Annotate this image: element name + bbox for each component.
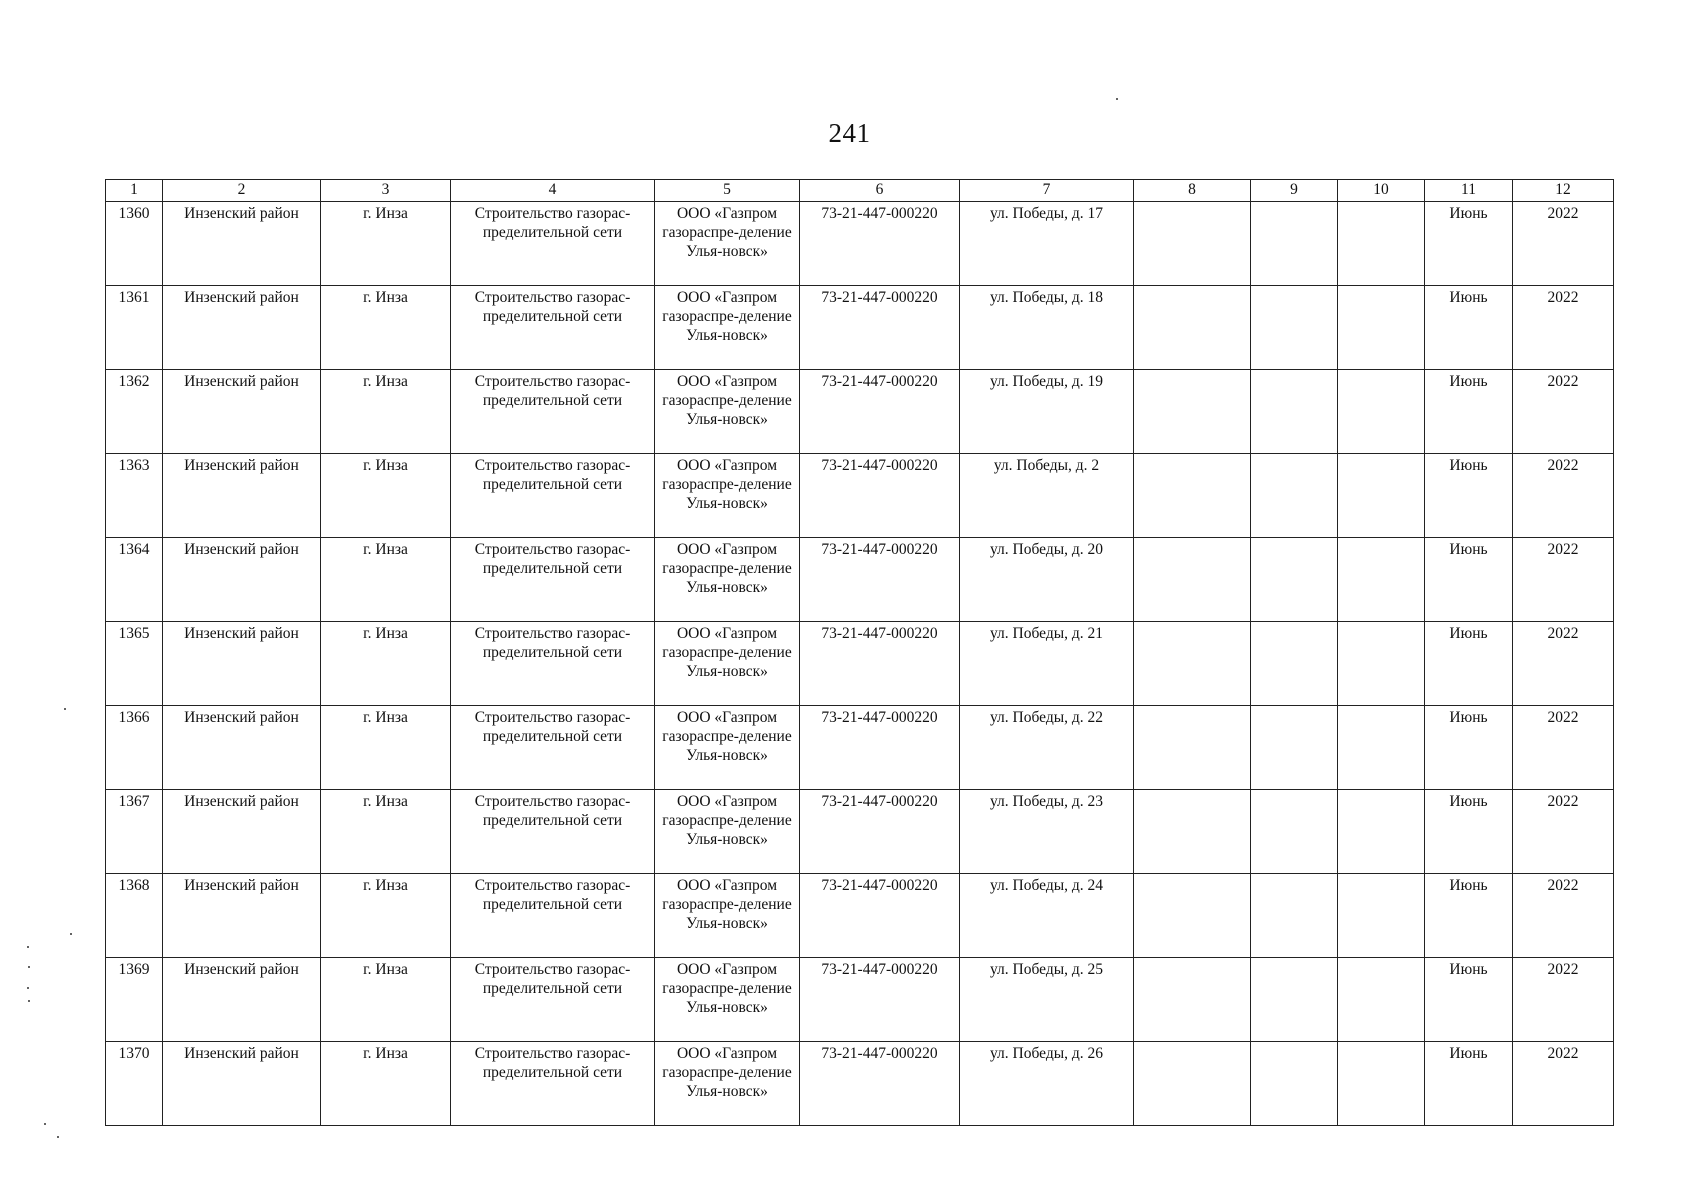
row-number-cell: 1361 bbox=[106, 286, 163, 370]
district-cell: Инзенский район bbox=[163, 286, 321, 370]
column-number: 9 bbox=[1251, 180, 1338, 202]
registry-code-cell: 73-21-447-000220 bbox=[800, 790, 960, 874]
work-type-cell: Строительство газорас-пределительной сети bbox=[451, 1042, 655, 1126]
table-row bbox=[106, 370, 1614, 454]
settlement-cell: г. Инза bbox=[321, 622, 451, 706]
column-10-cell bbox=[1338, 538, 1425, 622]
year-cell: 2022 bbox=[1513, 874, 1614, 958]
table-row bbox=[106, 874, 1614, 958]
column-9-cell bbox=[1251, 202, 1338, 286]
district-cell: Инзенский район bbox=[163, 790, 321, 874]
column-10-cell bbox=[1338, 286, 1425, 370]
settlement-cell: г. Инза bbox=[321, 1042, 451, 1126]
year-cell: 2022 bbox=[1513, 202, 1614, 286]
organization-cell: ООО «Газпром газораспре-деление Улья-новск» bbox=[655, 1042, 800, 1126]
district-cell: Инзенский район bbox=[163, 202, 321, 286]
column-number-row bbox=[106, 180, 1614, 202]
district-cell: Инзенский район bbox=[163, 370, 321, 454]
column-10-cell bbox=[1338, 790, 1425, 874]
organization-cell: ООО «Газпром газораспре-деление Улья-новск» bbox=[655, 790, 800, 874]
organization-cell: ООО «Газпром газораспре-деление Улья-новск» bbox=[655, 874, 800, 958]
work-type-cell: Строительство газорас-пределительной сети bbox=[451, 706, 655, 790]
organization-cell: ООО «Газпром газораспре-деление Улья-новск» bbox=[655, 454, 800, 538]
scan-speck bbox=[1116, 98, 1118, 100]
column-number: 10 bbox=[1338, 180, 1425, 202]
column-9-cell bbox=[1251, 622, 1338, 706]
month-cell: Июнь bbox=[1425, 454, 1513, 538]
year-cell: 2022 bbox=[1513, 622, 1614, 706]
registry-code-cell: 73-21-447-000220 bbox=[800, 706, 960, 790]
row-number-cell: 1362 bbox=[106, 370, 163, 454]
organization-cell: ООО «Газпром газораспре-деление Улья-новск» bbox=[655, 622, 800, 706]
address-cell: ул. Победы, д. 23 bbox=[960, 790, 1134, 874]
address-cell: ул. Победы, д. 21 bbox=[960, 622, 1134, 706]
work-type-cell: Строительство газорас-пределительной сети bbox=[451, 958, 655, 1042]
address-cell: ул. Победы, д. 25 bbox=[960, 958, 1134, 1042]
row-number-cell: 1366 bbox=[106, 706, 163, 790]
month-cell: Июнь bbox=[1425, 1042, 1513, 1126]
month-cell: Июнь bbox=[1425, 622, 1513, 706]
column-8-cell bbox=[1134, 202, 1251, 286]
year-cell: 2022 bbox=[1513, 958, 1614, 1042]
settlement-cell: г. Инза bbox=[321, 874, 451, 958]
column-number: 12 bbox=[1513, 180, 1614, 202]
settlement-cell: г. Инза bbox=[321, 790, 451, 874]
settlement-cell: г. Инза bbox=[321, 958, 451, 1042]
work-type-cell: Строительство газорас-пределительной сети bbox=[451, 202, 655, 286]
column-number: 6 bbox=[800, 180, 960, 202]
column-9-cell bbox=[1251, 790, 1338, 874]
column-8-cell bbox=[1134, 454, 1251, 538]
column-9-cell bbox=[1251, 538, 1338, 622]
month-cell: Июнь bbox=[1425, 706, 1513, 790]
column-number: 5 bbox=[655, 180, 800, 202]
column-number: 4 bbox=[451, 180, 655, 202]
work-type-cell: Строительство газорас-пределительной сети bbox=[451, 454, 655, 538]
column-10-cell bbox=[1338, 370, 1425, 454]
district-cell: Инзенский район bbox=[163, 874, 321, 958]
settlement-cell: г. Инза bbox=[321, 370, 451, 454]
settlement-cell: г. Инза bbox=[321, 706, 451, 790]
scan-speck bbox=[27, 987, 29, 989]
column-8-cell bbox=[1134, 370, 1251, 454]
row-number-cell: 1370 bbox=[106, 1042, 163, 1126]
scan-speck bbox=[28, 966, 30, 968]
organization-cell: ООО «Газпром газораспре-деление Улья-новск» bbox=[655, 958, 800, 1042]
registry-code-cell: 73-21-447-000220 bbox=[800, 370, 960, 454]
column-9-cell bbox=[1251, 1042, 1338, 1126]
table-row bbox=[106, 622, 1614, 706]
district-cell: Инзенский район bbox=[163, 706, 321, 790]
month-cell: Июнь bbox=[1425, 202, 1513, 286]
column-number: 1 bbox=[106, 180, 163, 202]
month-cell: Июнь bbox=[1425, 538, 1513, 622]
settlement-cell: г. Инза bbox=[321, 454, 451, 538]
year-cell: 2022 bbox=[1513, 1042, 1614, 1126]
year-cell: 2022 bbox=[1513, 538, 1614, 622]
column-10-cell bbox=[1338, 706, 1425, 790]
column-10-cell bbox=[1338, 454, 1425, 538]
work-type-cell: Строительство газорас-пределительной сети bbox=[451, 538, 655, 622]
table-row bbox=[106, 790, 1614, 874]
column-9-cell bbox=[1251, 370, 1338, 454]
registry-code-cell: 73-21-447-000220 bbox=[800, 1042, 960, 1126]
address-cell: ул. Победы, д. 22 bbox=[960, 706, 1134, 790]
column-8-cell bbox=[1134, 706, 1251, 790]
month-cell: Июнь bbox=[1425, 874, 1513, 958]
column-10-cell bbox=[1338, 622, 1425, 706]
row-number-cell: 1360 bbox=[106, 202, 163, 286]
registry-code-cell: 73-21-447-000220 bbox=[800, 958, 960, 1042]
scan-speck bbox=[44, 1123, 46, 1125]
registry-code-cell: 73-21-447-000220 bbox=[800, 874, 960, 958]
column-8-cell bbox=[1134, 958, 1251, 1042]
column-8-cell bbox=[1134, 790, 1251, 874]
year-cell: 2022 bbox=[1513, 454, 1614, 538]
column-8-cell bbox=[1134, 1042, 1251, 1126]
work-type-cell: Строительство газорас-пределительной сети bbox=[451, 874, 655, 958]
address-cell: ул. Победы, д. 19 bbox=[960, 370, 1134, 454]
address-cell: ул. Победы, д. 24 bbox=[960, 874, 1134, 958]
registry-code-cell: 73-21-447-000220 bbox=[800, 454, 960, 538]
address-cell: ул. Победы, д. 18 bbox=[960, 286, 1134, 370]
year-cell: 2022 bbox=[1513, 286, 1614, 370]
table-row bbox=[106, 706, 1614, 790]
row-number-cell: 1368 bbox=[106, 874, 163, 958]
registry-code-cell: 73-21-447-000220 bbox=[800, 202, 960, 286]
organization-cell: ООО «Газпром газораспре-деление Улья-новск» bbox=[655, 538, 800, 622]
scan-speck bbox=[70, 933, 72, 935]
organization-cell: ООО «Газпром газораспре-деление Улья-новск» bbox=[655, 286, 800, 370]
table-body bbox=[106, 202, 1614, 1126]
column-10-cell bbox=[1338, 202, 1425, 286]
organization-cell: ООО «Газпром газораспре-деление Улья-новск» bbox=[655, 370, 800, 454]
table-row bbox=[106, 958, 1614, 1042]
table-row bbox=[106, 454, 1614, 538]
address-cell: ул. Победы, д. 17 bbox=[960, 202, 1134, 286]
settlement-cell: г. Инза bbox=[321, 202, 451, 286]
row-number-cell: 1363 bbox=[106, 454, 163, 538]
registry-code-cell: 73-21-447-000220 bbox=[800, 538, 960, 622]
column-number: 11 bbox=[1425, 180, 1513, 202]
address-cell: ул. Победы, д. 26 bbox=[960, 1042, 1134, 1126]
column-8-cell bbox=[1134, 874, 1251, 958]
organization-cell: ООО «Газпром газораспре-деление Улья-новск» bbox=[655, 706, 800, 790]
column-10-cell bbox=[1338, 874, 1425, 958]
work-type-cell: Строительство газорас-пределительной сети bbox=[451, 622, 655, 706]
settlement-cell: г. Инза bbox=[321, 286, 451, 370]
district-cell: Инзенский район bbox=[163, 454, 321, 538]
district-cell: Инзенский район bbox=[163, 538, 321, 622]
month-cell: Июнь bbox=[1425, 790, 1513, 874]
column-8-cell bbox=[1134, 286, 1251, 370]
work-type-cell: Строительство газорас-пределительной сети bbox=[451, 286, 655, 370]
row-number-cell: 1369 bbox=[106, 958, 163, 1042]
month-cell: Июнь bbox=[1425, 958, 1513, 1042]
column-number: 3 bbox=[321, 180, 451, 202]
column-9-cell bbox=[1251, 706, 1338, 790]
month-cell: Июнь bbox=[1425, 286, 1513, 370]
work-type-cell: Строительство газорас-пределительной сети bbox=[451, 370, 655, 454]
address-cell: ул. Победы, д. 20 bbox=[960, 538, 1134, 622]
table-header bbox=[106, 180, 1614, 202]
scan-speck bbox=[27, 946, 29, 948]
year-cell: 2022 bbox=[1513, 790, 1614, 874]
registry-code-cell: 73-21-447-000220 bbox=[800, 286, 960, 370]
settlement-cell: г. Инза bbox=[321, 538, 451, 622]
scan-speck bbox=[64, 708, 66, 710]
month-cell: Июнь bbox=[1425, 370, 1513, 454]
scan-speck bbox=[57, 1136, 59, 1138]
row-number-cell: 1365 bbox=[106, 622, 163, 706]
registry-code-cell: 73-21-447-000220 bbox=[800, 622, 960, 706]
district-cell: Инзенский район bbox=[163, 958, 321, 1042]
column-10-cell bbox=[1338, 958, 1425, 1042]
table-row bbox=[106, 286, 1614, 370]
column-10-cell bbox=[1338, 1042, 1425, 1126]
column-number: 8 bbox=[1134, 180, 1251, 202]
table-row bbox=[106, 202, 1614, 286]
column-8-cell bbox=[1134, 538, 1251, 622]
scan-speck bbox=[28, 1000, 30, 1002]
registry-table bbox=[105, 179, 1614, 1126]
column-8-cell bbox=[1134, 622, 1251, 706]
district-cell: Инзенский район bbox=[163, 1042, 321, 1126]
column-9-cell bbox=[1251, 286, 1338, 370]
column-number: 7 bbox=[960, 180, 1134, 202]
district-cell: Инзенский район bbox=[163, 622, 321, 706]
page-number: 241 bbox=[828, 118, 871, 148]
column-9-cell bbox=[1251, 958, 1338, 1042]
row-number-cell: 1367 bbox=[106, 790, 163, 874]
year-cell: 2022 bbox=[1513, 706, 1614, 790]
organization-cell: ООО «Газпром газораспре-деление Улья-новск» bbox=[655, 202, 800, 286]
year-cell: 2022 bbox=[1513, 370, 1614, 454]
address-cell: ул. Победы, д. 2 bbox=[960, 454, 1134, 538]
column-9-cell bbox=[1251, 454, 1338, 538]
table-row bbox=[106, 538, 1614, 622]
column-number: 2 bbox=[163, 180, 321, 202]
column-9-cell bbox=[1251, 874, 1338, 958]
row-number-cell: 1364 bbox=[106, 538, 163, 622]
table-row bbox=[106, 1042, 1614, 1126]
work-type-cell: Строительство газорас-пределительной сети bbox=[451, 790, 655, 874]
